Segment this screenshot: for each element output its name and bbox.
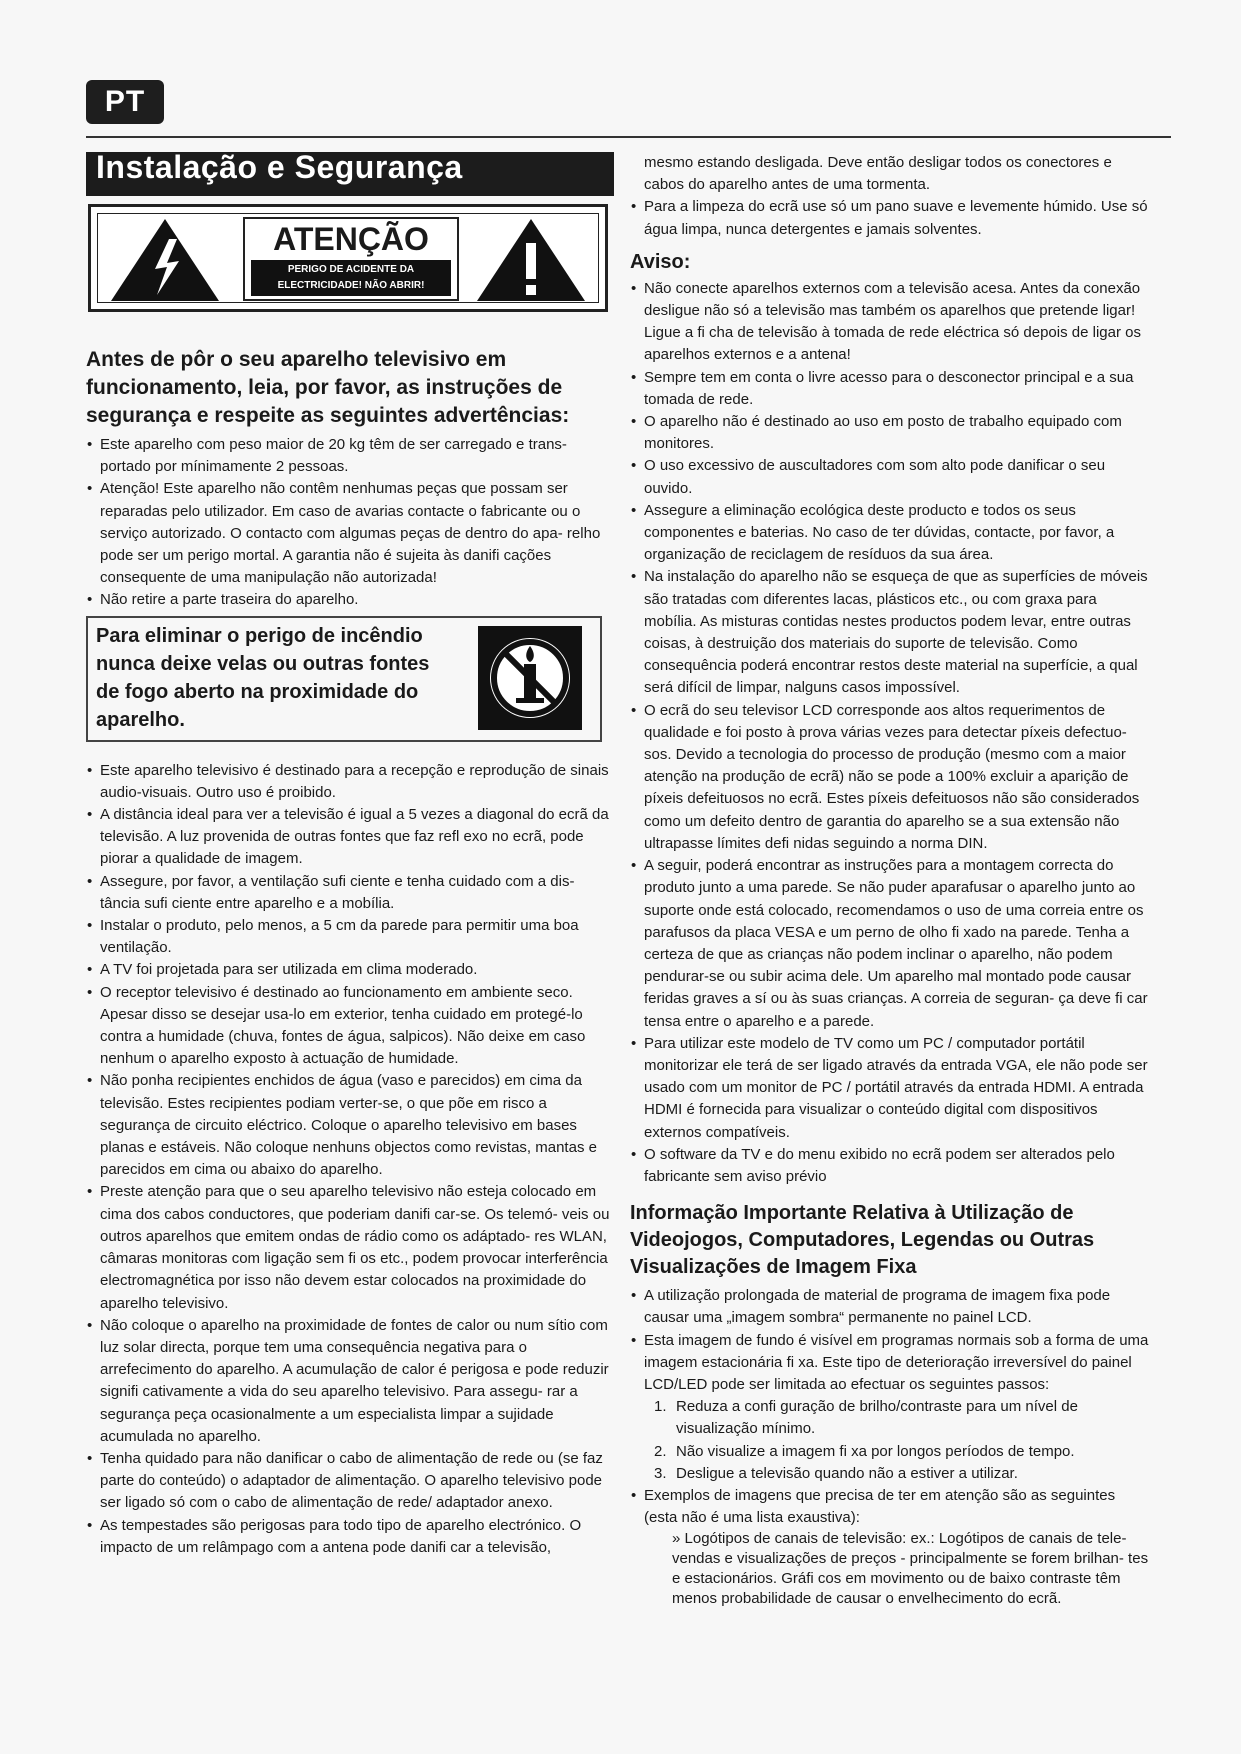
info-heading: Informação Importante Relativa à Utilização de Videojogos, Computadores, Legendas ou Outras Visualizações de Imagem Fixa — [630, 1202, 1095, 1279]
list-item: • Não ponha recipientes enchidos de água (vaso e parecidos) em cima da televisão. Estes recipientes podiam verter-se, o que põe em risco a segurança de circuito eléctrico. Coloque o aparelho televisivo em bases planas e estáveis. Não coloque nenhuns objectos como revistas, mantas e parecidos em cima ou abaixo do aparelho. — [86, 1070, 614, 1181]
attention-subtext: PERIGO DE ACIDENTE DA ELECTRICIDADE! NÃO ABRIR! — [251, 260, 451, 296]
list-item: • Sempre tem em conta o livre acesso para o desconector principal e a sua tomada de rede. — [630, 367, 1150, 411]
list-item: • A distância ideal para ver a televisão é igual a 5 vezes a diagonal do ecrã da televisão. A luz provenida de outras fontes que faz refl exo no ecrã, pode piorar a qualidade de imagem. — [86, 804, 614, 871]
page-title: Instalação e Segurança — [86, 152, 614, 196]
list-item: • Esta imagem de fundo é visível em programas normais sob a forma de uma imagem estacionária fi xa. Este tipo de deterioração irreversível do painel LCD/LED pode ser limitada ao efectuar os seguintes passos: — [630, 1330, 1150, 1397]
fire-warning-box — [86, 616, 602, 742]
list-item: • Atenção! Este aparelho não contêm nenhumas peças que possam ser reparadas pelo utilizador. Em caso de avarias contacte o fabricante ou o serviço autorizado. O contacto com algumas peças de dentro do apa- relho pode ser um perigo mortal. A garantia não é sujeita às danifi cações consequente de uma manipulação não autorizada! — [86, 478, 614, 589]
bullet-list-3 — [630, 196, 1150, 240]
list-item: • A TV foi projetada para ser utilizada em clima moderado. — [86, 959, 614, 981]
header-divider — [86, 136, 1171, 138]
list-item: • Tenha quidado para não danificar o cabo de alimentação de rede ou (se faz parte do conteúdo) o adaptador de alimentação. O aparelho televisivo pode ser ligado só com o cabo de alimentação de rede/ adaptador anexo. — [86, 1448, 614, 1515]
examples-detail: » Logótipos de canais de televisão: ex.: Logótipos de canais de tele- vendas e visualizações de preços - principalmente se forem brilhan- tes e estacionários. Gráfi cos em movimento ou de baixo contraste têm menos probabilidade de causar o envelhecimento do ecrã. — [672, 1530, 1149, 1608]
step-item: 1. Reduza a confi guração de brilho/contraste para um nível de visualização mínimo. — [654, 1398, 1078, 1438]
list-item: • O aparelho não é destinado ao uso em posto de trabalho equipado com monitores. — [630, 411, 1150, 455]
list-item: • Este aparelho com peso maior de 20 kg têm de ser carregado e trans- portado por mínimamente 2 pessoas. — [86, 434, 614, 478]
exclamation-warning-icon — [475, 217, 587, 303]
steps-list — [630, 1396, 1150, 1485]
list-item: • As tempestades são perigosas para todo tipo de aparelho electrónico. O impacto de um relâmpago com a antena pode danifi car a televisão, — [86, 1515, 614, 1559]
list-item: • A seguir, poderá encontrar as instruções para a montagem correcta do produto junto a uma parede. Se não puder aparafusar o aparelho junto ao suporte onde está colocado, recomendamos o uso de uma correia entre os parafusos da placa VESA e um perno de olho fi xado na parede. Tenha a certeza de que as crianças não podem inclinar o aparelho, não podem pendurar-se ou subir acima dele. Um aparelho mal montado pode causar feridas graves a sí ou às suas crianças. A correia de seguran- ça deve fi car tensa entre o aparelho e a parede. — [630, 855, 1150, 1033]
list-item: • Para a limpeza do ecrã use só um pano suave e levemente húmido. Use só água limpa, nunca detergentes e jamais solventes. — [630, 196, 1150, 240]
step-item: 2. Não visualize a imagem fi xa por longos períodos de tempo. — [654, 1442, 1075, 1460]
aviso-heading: Aviso: — [630, 250, 691, 273]
list-item: • Para utilizar este modelo de TV como um PC / computador portátil monitorizar ele terá de ser ligado através da entrada VGA, ele não pode ser usado com um monitor de PC / portátil através da entrada HDMI. A entrada HDMI é fornecida para visualizar o conteúdo digital com dispositivos externos compatíveis. — [630, 1033, 1150, 1144]
list-item: • Na instalação do aparelho não se esqueça de que as superfícies de móveis são tratadas com diferentes lacas, plásticos etc., ou com graxa para mobília. As misturas contidas nestes productos podem levar, entre outras coisas, à destruição dos materiais do suporte de televisão. Como consequência poderá encontrar restos deste material na superfície, a qual será difícil de limpar, nalguns casos impossível. — [630, 566, 1150, 699]
no-open-flame-icon — [478, 626, 582, 730]
list-item: • Preste atenção para que o seu aparelho televisivo não esteja colocado em cima dos cabos conductores, que poderiam danifi car-se. Os telemó- veis ou outros aparelhos que emitem ondas de rádio como os adáptado- res WLAN, câmaras monitoras com ligação sem fi os etc., podem provocar interferência electromagnética por isso não devem estar colocados na proximidade do aparelho televisivo. — [86, 1181, 614, 1314]
list-item: • Não coloque o aparelho na proximidade de fontes de calor ou num sítio com luz solar directa, porque tem uma consequência negativa para o arrefecimento do aparelho. A acumulação de calor é perigosa e pode reduzir signifi cativamente a vida do seu aparelho televisivo. Para assegu- rar a segurança peça ocasionalmente a um especialista limpar a sujidade acumulada no aparelho. — [86, 1315, 614, 1448]
aviso-list — [630, 278, 1150, 1188]
list-item: • Este aparelho televisivo é destinado para a recepção e reprodução de sinais audio-visuais. Outro uso é proibido. — [86, 760, 614, 804]
attention-box — [243, 217, 459, 301]
electric-warning-label — [88, 204, 608, 312]
intro-heading: Antes de pôr o seu aparelho televisivo em funcionamento, leia, por favor, as instruções de segurança e respeite as seguintes advertências: — [86, 348, 570, 427]
bullet-list-1 — [86, 434, 614, 612]
info-list — [630, 1285, 1150, 1396]
lightning-warning-icon — [109, 217, 221, 303]
examples-list — [630, 1485, 1150, 1529]
list-item: • Instalar o produto, pelo menos, a 5 cm da parede para permitir uma boa ventilação. — [86, 915, 614, 959]
list-item: • O software da TV e do menu exibido no ecrã podem ser alterados pelo fabricante sem aviso prévio — [630, 1144, 1150, 1188]
fire-warning-text: Para eliminar o perigo de incêndio nunca deixe velas ou outras fontes de fogo aberto na proximidade do aparelho. — [96, 624, 430, 731]
list-item: • Assegure, por favor, a ventilação sufi ciente e tenha cuidado com a dis- tância sufi ciente entre aparelho e a mobília. — [86, 871, 614, 915]
list-item: • Não retire a parte traseira do aparelho. — [86, 589, 614, 611]
list-item: • A utilização prolongada de material de programa de imagem fixa pode causar uma „imagem sombra“ permanente no painel LCD. — [630, 1285, 1150, 1329]
left-column — [86, 149, 614, 1559]
bullet-list-2 — [86, 760, 614, 1559]
list-item: • Não conecte aparelhos externos com a televisão acesa. Antes da conexão desligue não só a televisão mas também os aparelhos que pretende ligar! Ligue a fi cha de televisão à tomada de rede eléctrica só depois de ligar os aparelhos externos e a antena! — [630, 278, 1150, 367]
language-badge: PT — [86, 80, 164, 124]
list-item: • O ecrã do seu televisor LCD corresponde aos altos requerimentos de qualidade e foi posto à prova várias vezes para detectar píxeis defectuo- sos. Devido a tecnologia do processo de produção (mesmo com a maior atenção na produção de ecrã) não se pode a 100% excluir a aparição de píxeis defeituosos no ecrã. Estes píxeis defeituosos não são considerados como um defeito dentro de garantia do aparelho se a sua extensão não ultrapasse límites defi nidas seguindo a norma DIN. — [630, 700, 1150, 855]
continued-text: mesmo estando desligada. Deve então desligar todos os conectores e cabos do aparelho antes de uma tormenta. — [644, 154, 1112, 194]
list-item: • O receptor televisivo é destinado ao funcionamento em ambiente seco. Apesar disso se desejar usa-lo em exterior, tenha cuidado em protegé-lo contra a humidade (chuva, fontes de água, salpicos). Não deixe em caso nenhum o aparelho exposto à actuação de humidade. — [86, 982, 614, 1071]
list-item: • Exemplos de imagens que precisa de ter em atenção são as seguintes (esta não é uma lista exaustiva): — [630, 1485, 1150, 1529]
list-item: • Assegure a eliminação ecológica deste producto e todos os seus componentes e baterias. No caso de ter dúvidas, contacte, por favor, a organização de reciclagem de resíduos da sua área. — [630, 500, 1150, 567]
list-item: • O uso excessivo de auscultadores com som alto pode danificar o seu ouvido. — [630, 455, 1150, 499]
attention-heading: ATENÇÃO — [273, 221, 429, 257]
right-column — [630, 152, 1150, 1609]
step-item: 3. Desligue a televisão quando não a estiver a utilizar. — [654, 1464, 1018, 1482]
